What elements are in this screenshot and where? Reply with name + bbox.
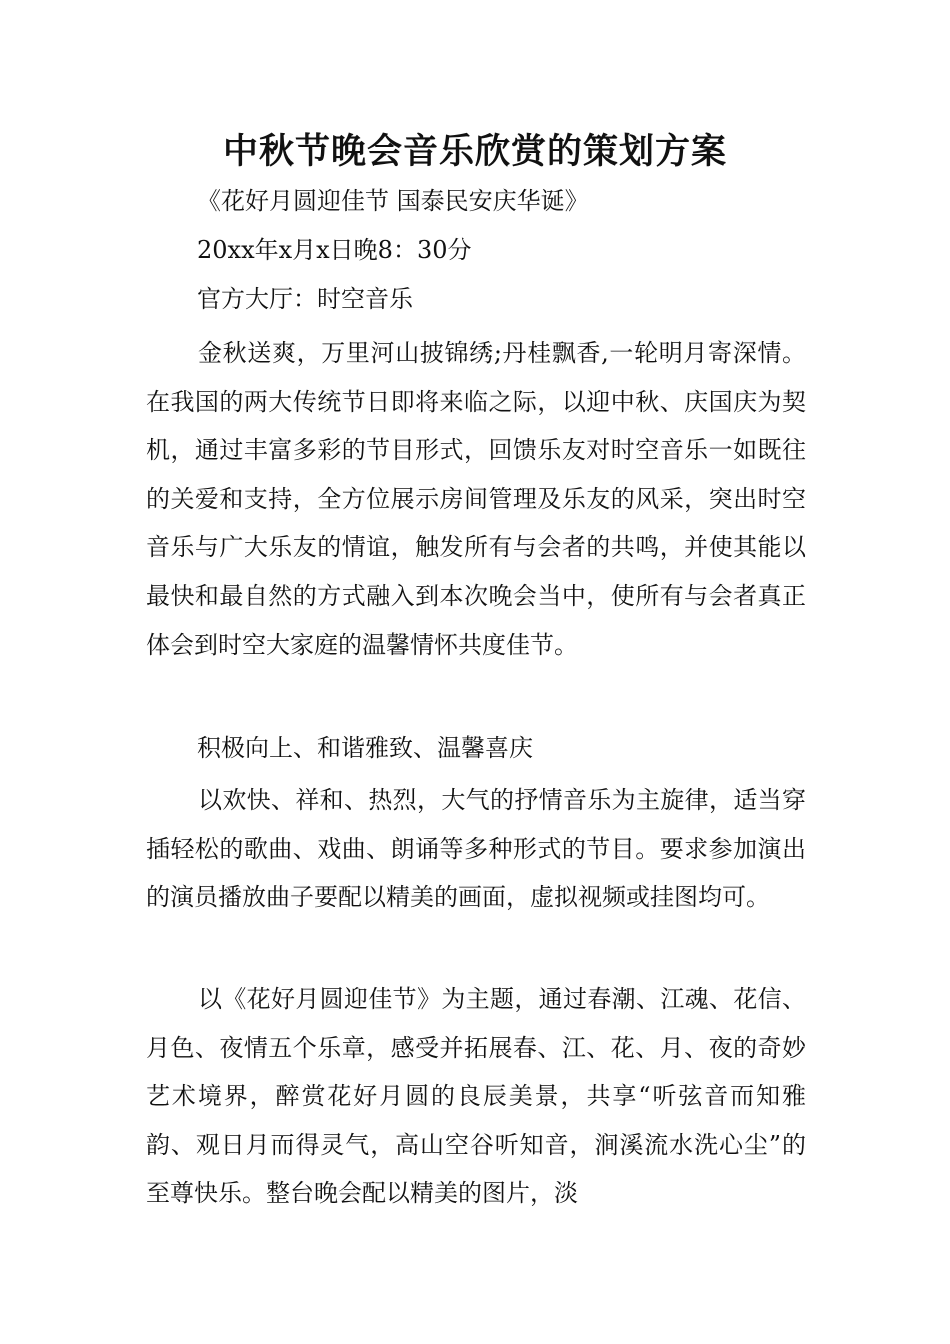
document-title: 中秋节晚会音乐欣赏的策划方案 xyxy=(222,131,727,172)
intro-paragraph: 金秋送爽，万里河山披锦绣;丹桂飘香,一轮明月寄深情。在我国的两大传统节日即将来临之际，以迎中秋、庆国庆为契机，通过丰富多彩的节目形式，回馈乐友对时空音乐一如既往的关爱和支持，全方位展示房间管理及乐友的风采，突出时空音乐与广大乐友的情谊，触发所有与会者的共鸣，并使其能以最快和最自然的方式融入到本次晚会当中，使所有与会者真正体会到时空大家庭的温馨情怀共度佳节。 xyxy=(146,339,806,659)
document-subtitle: 《花好月圆迎佳节 国泰民安庆华诞》 xyxy=(197,187,589,215)
event-time: 20xx年x月x日晚8：30分 xyxy=(197,236,472,264)
event-venue: 官方大厅：时空音乐 xyxy=(197,285,413,313)
program-style-paragraph: 以欢快、祥和、热烈，大气的抒情音乐为主旋律，适当穿插轻松的歌曲、戏曲、朗诵等多种形式的节目。要求参加演出的演员播放曲子要配以精美的画面，虚拟视频或挂图均可。 xyxy=(146,786,806,912)
theme-keywords: 积极向上、和谐雅致、温馨喜庆 xyxy=(197,734,533,762)
theme-paragraph: 以《花好月圆迎佳节》为主题，通过春潮、江魂、花信、月色、夜情五个乐章，感受并拓展春、江、花、月、夜的奇妙艺术境界，醉赏花好月圆的良辰美景，共享“听弦音而知雅韵、观日月而得灵气，高山空谷听知音，涧溪流水洗心尘”的至尊快乐。整台晚会配以精美的图片，淡 xyxy=(146,985,806,1208)
